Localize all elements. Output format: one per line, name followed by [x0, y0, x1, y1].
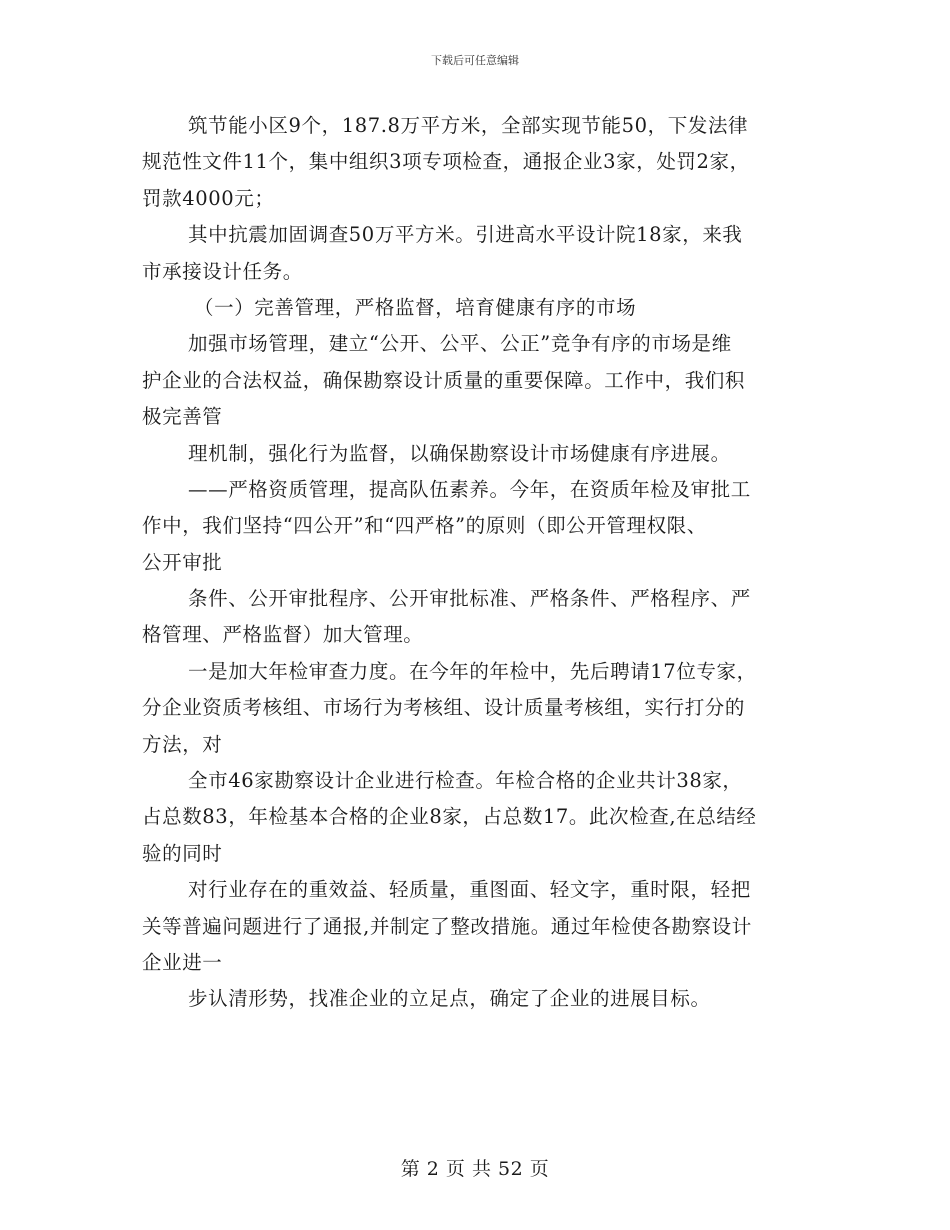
body-line: 护企业的合法权益，确保勘察设计质量的重要保障。工作中，我们积: [142, 368, 746, 392]
body-line: 筑节能小区9个，187.8万平方米，全部实现节能50，下发法律: [188, 114, 749, 137]
body-line: 市承接设计任务。: [142, 259, 303, 283]
body-line: 分企业资质考核组、市场行为考核组、设计质量考核组，实行打分的: [142, 696, 746, 720]
body-line: 极完善管: [142, 405, 223, 429]
body-line: 方法，对: [142, 732, 223, 756]
body-line: 规范性文件11个，集中组织3项专项检查，通报企业3家，处罚2家，: [142, 150, 750, 174]
document-body: [142, 108, 812, 1018]
body-line: 加强市场管理，建立“公开、公平、公正”竞争有序的市场是维: [188, 332, 732, 356]
body-line: 关等普遍问题进行了通报,并制定了整改措施。通过年检使各勘察设计: [142, 914, 752, 938]
section-heading: （一）完善管理，严格监督，培育健康有序的市场: [194, 295, 637, 319]
body-line: 公开审批: [142, 550, 223, 574]
page-header: 下载后可任意编辑: [431, 54, 519, 67]
body-line: 一是加大年检审查力度。在今年的年检中，先后聘请17位专家，: [188, 659, 757, 683]
body-line: 全市46家勘察设计企业进行检查。年检合格的企业共计38家，: [188, 769, 743, 793]
body-line: 其中抗震加固调查50万平方米。引进高水平设计院18家，来我: [188, 223, 743, 247]
body-line: 理机制，强化行为监督，以确保勘察设计市场健康有序进展。: [188, 441, 731, 465]
body-line: 对行业存在的重效益、轻质量，重图面、轻文字，重时限，轻把: [188, 878, 751, 902]
body-line: 条件、公开审批程序、公开审批标准、严格条件、严格程序、严: [188, 587, 751, 611]
page-number-footer: 第 2 页 共 52 页: [400, 1158, 550, 1180]
body-line: 格管理、严格监督）加大管理。: [142, 623, 424, 647]
body-line: 企业进一: [142, 950, 223, 974]
body-line: 占总数83，年检基本合格的企业8家，占总数17。此次检查,在总结经: [142, 805, 757, 829]
body-line: 罚款4000元；: [142, 186, 275, 210]
body-line: ——严格资质管理，提高队伍素养。今年，在资质年检及审批工: [188, 477, 751, 501]
body-line: 步认清形势，找准企业的立足点，确定了企业的进展目标。: [188, 987, 711, 1011]
body-line: 作中，我们坚持“四公开”和“四严格”的原则（即公开管理权限、: [142, 514, 707, 538]
body-line: 验的同时: [142, 841, 223, 865]
